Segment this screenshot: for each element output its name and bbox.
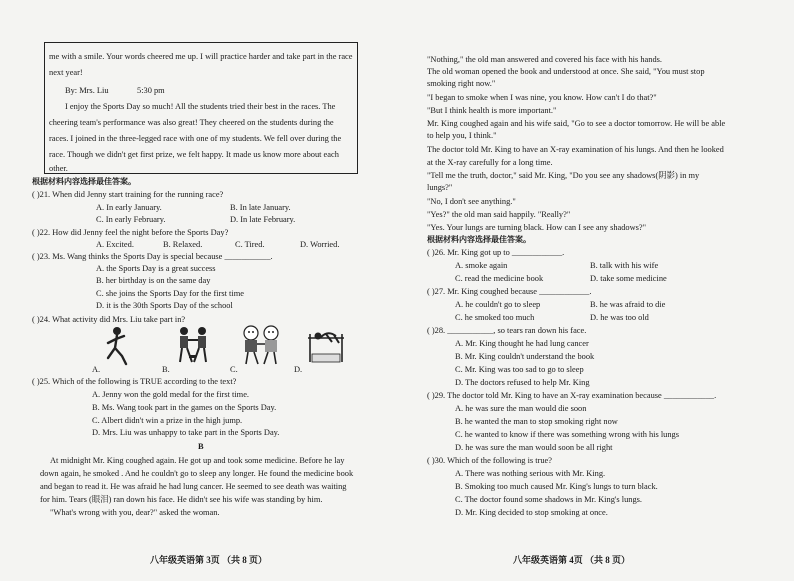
option: C. In early February. [96, 215, 166, 224]
passage-line: "No, I don't see anything." [427, 197, 516, 206]
option: B. Ms. Wang took part in the games on the Sports Day. [92, 403, 277, 412]
passage-line: "But I think health is more important." [427, 106, 557, 115]
question-text: How did Jenny feel the night before the Sports Day? [52, 228, 229, 237]
page-footer: 八年级英语第 4页 （共 8 页） [513, 555, 631, 565]
option: C. Mr. King was too sad to go to sleep [455, 365, 584, 374]
option: C. Albert didn't win a prize in the high jump. [92, 416, 243, 425]
option: C. Tired. [235, 240, 265, 249]
question-30 [427, 455, 552, 468]
question-29 [427, 390, 716, 403]
option: D. [294, 365, 303, 374]
option: A. Excited. [96, 240, 134, 249]
passage-line: The old woman opened the book and understood at once. She said, "You must stop [427, 67, 705, 76]
option: D. take some medicine [590, 274, 667, 283]
question-27 [427, 286, 591, 299]
question-22 [32, 227, 228, 240]
question-number: ( )22. [32, 228, 51, 237]
option: B. her birthday is on the same day [96, 276, 211, 285]
passage-line: "Yes?" the old man said happily. "Really?" [427, 210, 571, 219]
box-para-line: other. [49, 164, 68, 173]
page-footer: 八年级英语第 3页 （共 8 页） [150, 555, 268, 565]
passage-line: "Tell me the truth, doctor," said Mr. King, "Do you see any shadows(阴影) in my [427, 171, 700, 180]
question-25 [32, 376, 236, 389]
option: D. it is the 30th Sports Day of the school [96, 301, 233, 310]
passage-b-line: "What's wrong with you, dear?" asked the woman. [50, 508, 220, 517]
option: C. read the medicine book [455, 274, 544, 283]
option: A. he couldn't go to sleep [455, 300, 541, 309]
option: A. Jenny won the gold medal for the first time. [92, 390, 249, 399]
option: D. Worried. [300, 240, 340, 249]
option: B. [162, 365, 170, 374]
option: A. Mr. King thought he had lung cancer [455, 339, 589, 348]
question-28 [427, 325, 586, 338]
passage-box [44, 42, 358, 174]
passage-line: "Yes. Your lungs are turning black. How can I see any shadows?" [427, 223, 647, 232]
question-24 [32, 314, 185, 327]
option: C. The doctor found some shadows in Mr. King's lungs. [455, 495, 642, 504]
box-para-line: races. I joined in the three-legged race with one of my students. We fell over during the [49, 134, 342, 143]
question-number: ( )27. [427, 287, 446, 296]
option: D. Mr. King decided to stop smoking at once. [455, 508, 608, 517]
option: C. he wanted to know if there was something wrong with his lungs [455, 430, 680, 439]
option: B. he wanted the man to stop smoking right now [455, 417, 618, 426]
question-text: Ms. Wang thinks the Sports Day is special because ___________. [52, 252, 273, 261]
passage-line: lungs?" [427, 183, 453, 192]
option: B. In late January. [230, 203, 291, 212]
option: D. The doctors refused to help Mr. King [455, 378, 590, 387]
question-26 [427, 247, 564, 260]
option: A. smoke again [455, 261, 508, 270]
passage-line: smoking right now." [427, 79, 496, 88]
option: C. [230, 365, 238, 374]
passage-b-line: for him. Tears (眼泪) ran down his face. He didn't see his wife was standing by him. [40, 495, 323, 504]
question-23 [32, 251, 273, 264]
question-number: ( )30. [427, 456, 446, 465]
passage-line: to help you, I think." [427, 131, 497, 140]
box-para-line: race. Though we didn't get first prize, we felt happy. It made us know more about each [49, 150, 339, 159]
section-b-heading: B [198, 442, 204, 451]
question-text: ___________, so tears ran down his face. [447, 326, 587, 335]
right-page [397, 0, 794, 581]
option: B. Relaxed. [163, 240, 203, 249]
option: D. In late February. [230, 215, 296, 224]
question-text: What activity did Mrs. Liu take part in? [52, 315, 186, 324]
option: B. Mr. King couldn't understand the book [455, 352, 595, 361]
question-number: ( )26. [427, 248, 446, 257]
question-number: ( )25. [32, 377, 51, 386]
option: A. In early January. [96, 203, 162, 212]
option: D. he was sure the man would soon be all right [455, 443, 613, 452]
passage-line: Mr. King coughed again and his wife said, "Go to see a doctor tomorrow. He will be able [427, 119, 726, 128]
question-number: ( )24. [32, 315, 51, 324]
option: C. she joins the Sports Day for the first time [96, 289, 244, 298]
option: A. [92, 365, 101, 374]
two-kids-icon [238, 324, 284, 366]
option: A. There was nothing serious with Mr. King. [455, 469, 606, 478]
question-text: Which of the following is true? [447, 456, 552, 465]
option: A. he was sure the man would die soon [455, 404, 587, 413]
passage-line: "Nothing," the old man answered and covered his face with his hands. [427, 55, 662, 64]
option: C. he smoked too much [455, 313, 535, 322]
question-text: Mr. King got up to ____________. [447, 248, 565, 257]
three-legged-race-icon [170, 326, 218, 366]
box-line-2: next year! [49, 68, 83, 77]
runner-icon [102, 326, 132, 366]
question-text: When did Jenny start training for the running race? [52, 190, 224, 199]
passage-b-line: down again, he smoked . And he couldn't go to sleep any longer. He found the medicine book [40, 469, 354, 478]
box-para-line: I enjoy the Sports Day so much! All the students tried their best in the races. The [65, 102, 336, 111]
question-number: ( )21. [32, 190, 51, 199]
passage-line: at the X-ray carefully for a long time. [427, 158, 553, 167]
instruction: 根据材料内容选择最佳答案。 [427, 235, 531, 244]
option: B. he was afraid to die [590, 300, 666, 309]
option: B. Smoking too much caused Mr. King's lungs to turn black. [455, 482, 658, 491]
box-line-1: me with a smile. Your words cheered me up. I will practice harder and take part in the race [49, 52, 353, 61]
option: A. the Sports Day is a great success [96, 264, 216, 273]
passage-line: "I began to smoke when I was nine, you know. How can't I do that?" [427, 93, 657, 102]
box-para-line: cheering team's performance was also great! They cheered on the students during the [49, 118, 334, 127]
question-text: Which of the following is TRUE according to the text? [52, 377, 237, 386]
question-number: ( )23. [32, 252, 51, 261]
passage-b-line: At midnight Mr. King coughed again. He got up and took some medicine. Before he lay [50, 456, 345, 465]
question-number: ( )28. [427, 326, 446, 335]
instruction: 根据材料内容选择最佳答案。 [32, 177, 136, 186]
option: B. talk with his wife [590, 261, 659, 270]
option: D. Mrs. Liu was unhappy to take part in the Sports Day. [92, 428, 280, 437]
question-text: Mr. King coughed because ____________. [447, 287, 592, 296]
box-author: By: Mrs. Liu [65, 86, 109, 95]
box-time: 5:30 pm [137, 86, 165, 95]
option: D. he was too old [590, 313, 649, 322]
question-number: ( )29. [427, 391, 446, 400]
question-text: The doctor told Mr. King to have an X-ray examination because ____________. [447, 391, 717, 400]
high-jump-icon [306, 328, 346, 364]
passage-b-line: and began to read it. He was afraid he had lung cancer. He seemed to see death was waiting [40, 482, 347, 491]
passage-line: The doctor told Mr. King to have an X-ray examination of his lungs. And then he looked [427, 145, 724, 154]
question-21 [32, 189, 223, 202]
